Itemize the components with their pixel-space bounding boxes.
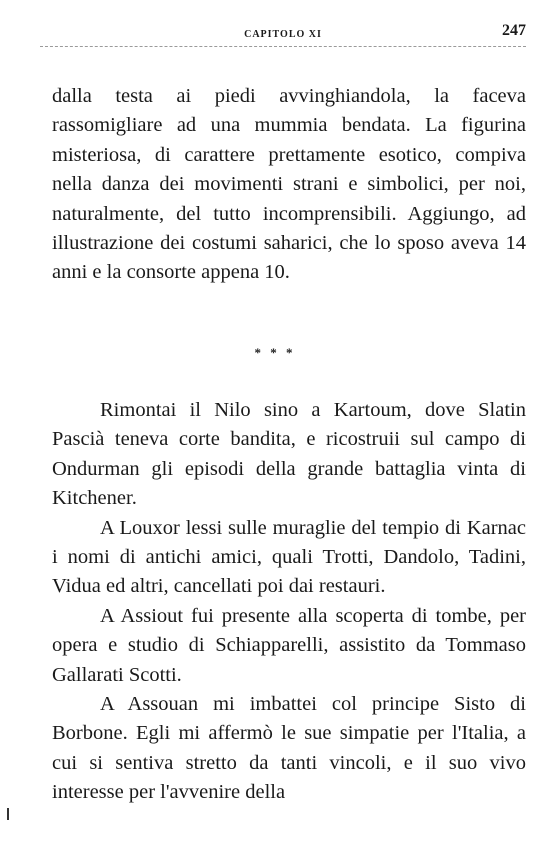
page-number: 247 [502, 22, 526, 39]
paragraph-block-top [52, 82, 526, 288]
paragraph-block-bottom [52, 396, 526, 808]
running-head: CAPITOLO XI [244, 29, 322, 40]
paragraph: A Assiout fui presente alla scoperta di tombe, per opera e studio di Schiapparelli, assistito da Tommaso Gallarati Scotti. [52, 604, 526, 686]
paragraph: dalla testa ai piedi avvinghiandola, la faceva rassomigliare ad una mummia bendata. La figurina misteriosa, di carattere prettamente esotico, compiva nella danza dei movimenti strani e simbolici, per noi, naturalmente, del tutto incomprensibili. Aggiungo, ad illustrazione dei costumi saharici, che lo sposo aveva 14 anni e la consorte appena 10. [52, 85, 526, 284]
paragraph: Rimontai il Nilo sino a Kartoum, dove Slatin Pascià teneva corte bandita, e ricostruii sul campo di Ondurman gli episodi della grande battaglia vinta di Kitchener. [52, 399, 526, 510]
page-header [40, 22, 526, 47]
paragraph: A Assouan mi imbattei col principe Sisto di Borbone. Egli mi affermò le sue simpatie per l'Italia, a cui si sentiva stretto da tanti vincoli, e il suo vivo interesse per l'avvenire della [52, 693, 526, 804]
margin-mark [7, 808, 9, 820]
section-separator: * * * [254, 345, 296, 360]
paragraph: A Louxor lessi sulle muraglie del tempio di Karnac i nomi di antichi amici, quali Trotti, Dandolo, Tadini, Vidua ed altri, cancellati poi dai restauri. [52, 516, 526, 598]
